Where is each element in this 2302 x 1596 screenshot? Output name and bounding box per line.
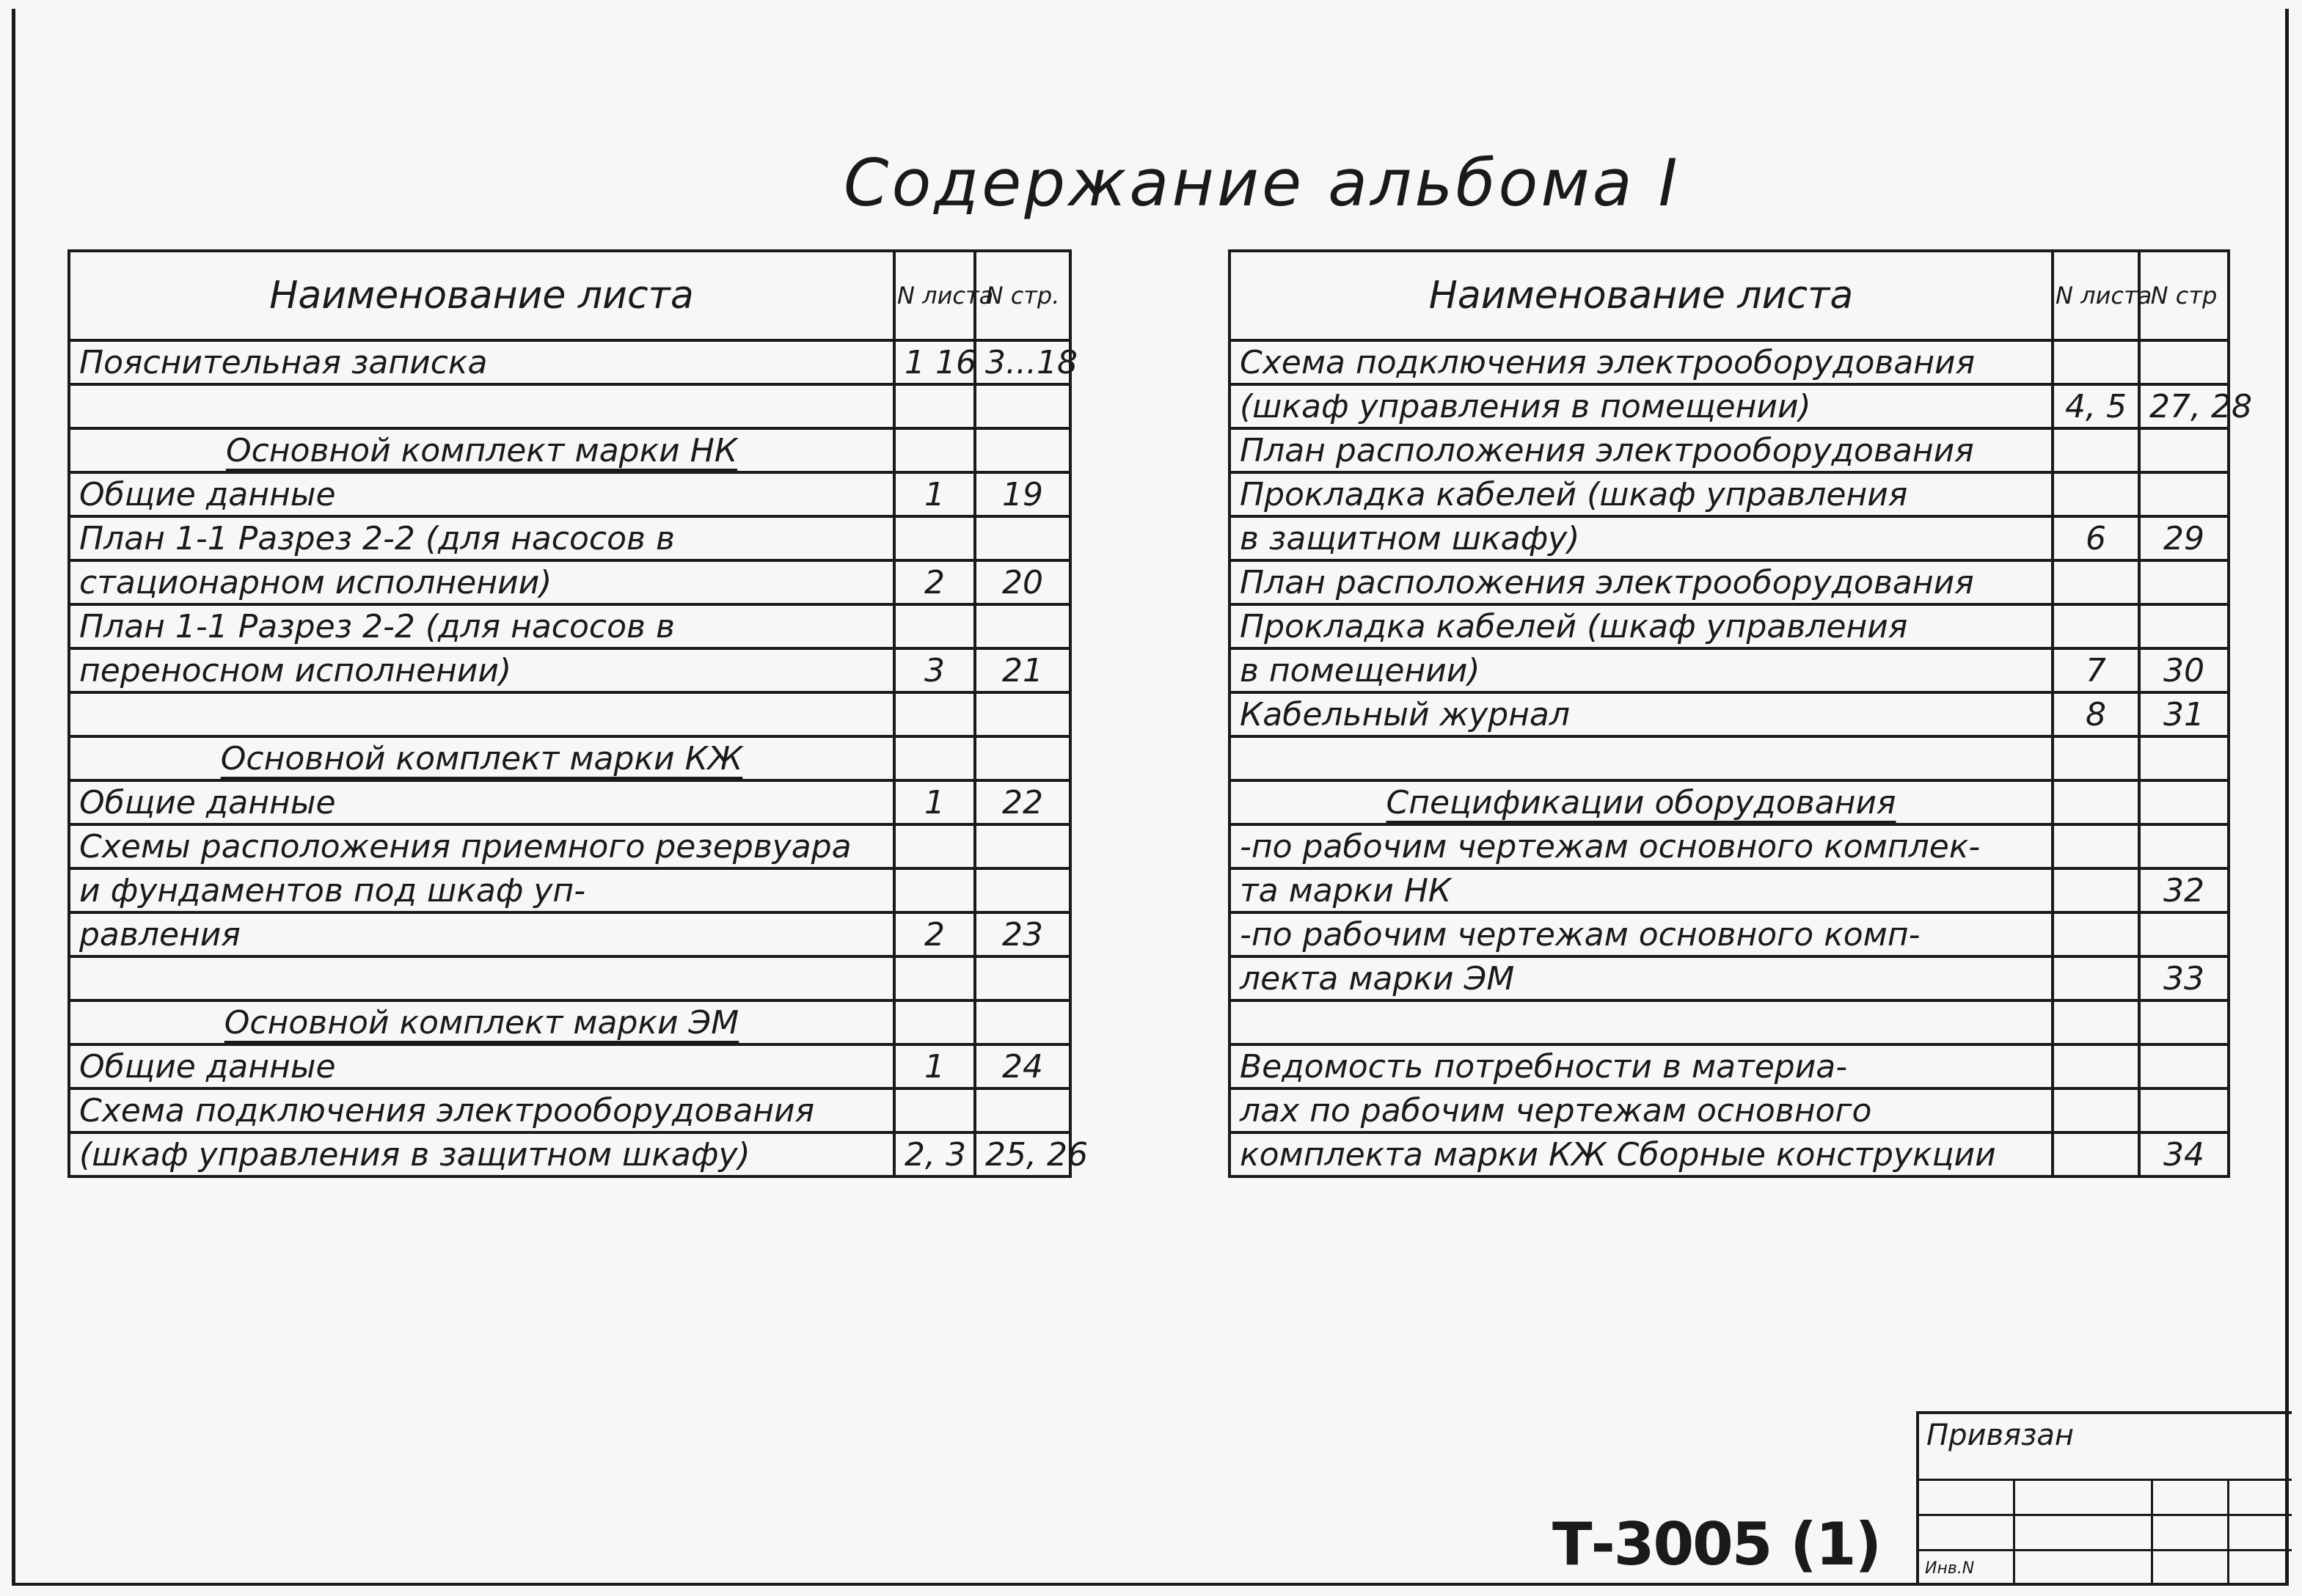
table-row xyxy=(1229,516,2229,560)
sheet-number-cell xyxy=(2053,824,2139,868)
sheet-number-cell xyxy=(2053,428,2139,472)
sheet-number-cell xyxy=(2053,868,2139,912)
sheet-number-cell: 1 xyxy=(894,472,975,516)
sheet-name-cell: План 1-1 Разрез 2-2 (для насосов в xyxy=(69,604,894,648)
sheet-number-cell xyxy=(894,516,975,560)
section-heading-text: Основной комплект марки КЖ xyxy=(220,739,743,777)
header-sheet-no: N листа xyxy=(894,251,975,340)
header-name: Наименование листа xyxy=(69,251,894,340)
page-number-cell xyxy=(2139,472,2229,516)
sheet-name-cell: Кабельный журнал xyxy=(1229,692,2053,736)
page-number-cell xyxy=(2139,736,2229,780)
stamp-divider xyxy=(2151,1479,2153,1584)
header-page-no: N стр. xyxy=(975,251,1070,340)
page-number-cell xyxy=(975,692,1070,736)
sheet-number-cell xyxy=(894,604,975,648)
sheet-number-cell xyxy=(2053,1000,2139,1044)
table-row xyxy=(1229,824,2229,868)
table-header xyxy=(69,251,1070,340)
stamp-divider xyxy=(1919,1479,2292,1481)
page-number-cell xyxy=(975,736,1070,780)
sheet-number-cell xyxy=(2053,604,2139,648)
sheet-number-cell xyxy=(894,384,975,428)
sheet-name-cell: Схемы расположения приемного резервуара xyxy=(69,824,894,868)
page-number-cell xyxy=(975,384,1070,428)
header-sheet-no: N листа xyxy=(2053,251,2139,340)
sheet-name-cell: переносном исполнении) xyxy=(69,648,894,692)
table-row xyxy=(69,692,1070,736)
sheet-name-cell: и фундаментов под шкаф уп- xyxy=(69,868,894,912)
page-title: Содержание альбома I xyxy=(844,145,1681,221)
table-row xyxy=(1229,1088,2229,1132)
page-number-cell: 33 xyxy=(2139,956,2229,1000)
section-heading xyxy=(69,1000,894,1044)
page-number-cell xyxy=(975,604,1070,648)
page-number-cell xyxy=(2139,604,2229,648)
sheet-name-cell: Пояснительная записка xyxy=(69,340,894,384)
table-row xyxy=(69,516,1070,560)
sheet-name-cell: Общие данные xyxy=(69,1044,894,1088)
table-row xyxy=(1229,956,2229,1000)
page-number-cell xyxy=(2139,1044,2229,1088)
table-row xyxy=(69,384,1070,428)
stamp-divider xyxy=(1919,1549,2292,1551)
table-row xyxy=(69,340,1070,384)
document-code: Т-3005 (1) xyxy=(1552,1510,1881,1578)
section-heading xyxy=(69,736,894,780)
sheet-name-cell: (шкаф управления в помещении) xyxy=(1229,384,2053,428)
title-block-stamp xyxy=(1916,1411,2292,1584)
sheet-number-cell xyxy=(894,736,975,780)
page-number-cell xyxy=(2139,824,2229,868)
page-number-cell: 21 xyxy=(975,648,1070,692)
page-number-cell: 27, 28 xyxy=(2139,384,2229,428)
page-number-cell: 19 xyxy=(975,472,1070,516)
sheet-name-cell: (шкаф управления в защитном шкафу) xyxy=(69,1132,894,1176)
sheet-number-cell: 3 xyxy=(894,648,975,692)
table-row xyxy=(1229,780,2229,824)
page-number-cell xyxy=(975,956,1070,1000)
page-number-cell: 34 xyxy=(2139,1132,2229,1176)
page-number-cell: 22 xyxy=(975,780,1070,824)
page-number-cell: 20 xyxy=(975,560,1070,604)
table-row xyxy=(69,604,1070,648)
page-number-cell: 30 xyxy=(2139,648,2229,692)
stamp-divider xyxy=(1919,1514,2292,1516)
table-row xyxy=(1229,560,2229,604)
sheet-number-cell: 1 xyxy=(894,1044,975,1088)
table-row xyxy=(69,1044,1070,1088)
table-row xyxy=(69,912,1070,956)
table-row xyxy=(69,780,1070,824)
page-number-cell xyxy=(975,1088,1070,1132)
page-number-cell xyxy=(2139,340,2229,384)
section-heading-text: Основной комплект марки НК xyxy=(225,431,738,469)
table-row xyxy=(1229,912,2229,956)
sheet-name-cell: Схема подключения электрооборудования xyxy=(1229,340,2053,384)
sheet-number-cell: 1 16 xyxy=(894,340,975,384)
sheet-name-cell: стационарном исполнении) xyxy=(69,560,894,604)
sheet-number-cell xyxy=(894,868,975,912)
table-row xyxy=(1229,384,2229,428)
page-number-cell xyxy=(2139,560,2229,604)
page-number-cell xyxy=(975,868,1070,912)
sheet-name-cell: лекта марки ЭМ xyxy=(1229,956,2053,1000)
sheet-name-cell: та марки НК xyxy=(1229,868,2053,912)
stamp-divider xyxy=(2013,1479,2015,1584)
header-name: Наименование листа xyxy=(1229,251,2053,340)
table-row xyxy=(1229,736,2229,780)
page-number-cell xyxy=(975,428,1070,472)
contents-table-right xyxy=(1228,249,2252,1178)
sheet-number-cell xyxy=(2053,472,2139,516)
sheet-number-cell xyxy=(894,1000,975,1044)
table-header xyxy=(1229,251,2229,340)
sheet-name-cell: -по рабочим чертежам основного комплек- xyxy=(1229,824,2053,868)
table-row xyxy=(1229,340,2229,384)
page-number-cell xyxy=(2139,428,2229,472)
table-row xyxy=(69,956,1070,1000)
sheet-name-cell xyxy=(1229,736,2053,780)
sheet-number-cell: 2, 3 xyxy=(894,1132,975,1176)
sheet-name-cell xyxy=(69,956,894,1000)
table-row xyxy=(1229,604,2229,648)
table-row xyxy=(69,1088,1070,1132)
sheet-number-cell xyxy=(2053,780,2139,824)
page-number-cell: 31 xyxy=(2139,692,2229,736)
table-row xyxy=(69,1132,1070,1176)
table-row xyxy=(69,472,1070,516)
sheet-number-cell xyxy=(2053,1132,2139,1176)
table-row xyxy=(1229,1132,2229,1176)
stamp-inventory-label: Инв.N xyxy=(1925,1559,1975,1578)
section-heading-text: Спецификации оборудования xyxy=(1386,783,1896,821)
table-row xyxy=(1229,648,2229,692)
sheet-name-cell: в помещении) xyxy=(1229,648,2053,692)
sheet-name-cell: Ведомость потребности в материа- xyxy=(1229,1044,2053,1088)
page-number-cell xyxy=(2139,1088,2229,1132)
sheet-name-cell: План расположения электрооборудования xyxy=(1229,560,2053,604)
sheet-number-cell xyxy=(894,956,975,1000)
sheet-name-cell: План расположения электрооборудования xyxy=(1229,428,2053,472)
sheet-number-cell xyxy=(894,824,975,868)
sheet-number-cell: 1 xyxy=(894,780,975,824)
header-page-no: N стр xyxy=(2139,251,2229,340)
table-row xyxy=(1229,472,2229,516)
page-number-cell xyxy=(975,1000,1070,1044)
sheet-number-cell: 8 xyxy=(2053,692,2139,736)
table-row xyxy=(69,428,1070,472)
stamp-label: Привязан xyxy=(1926,1419,2075,1452)
sheet-name-cell xyxy=(69,692,894,736)
sheet-number-cell: 2 xyxy=(894,560,975,604)
sheet-name-cell xyxy=(1229,1000,2053,1044)
sheet-number-cell: 6 xyxy=(2053,516,2139,560)
table-row xyxy=(69,736,1070,780)
sheet-number-cell xyxy=(2053,956,2139,1000)
sheet-number-cell: 7 xyxy=(2053,648,2139,692)
page-number-cell: 23 xyxy=(975,912,1070,956)
sheet-number-cell xyxy=(2053,912,2139,956)
sheet-name-cell: равления xyxy=(69,912,894,956)
sheet-number-cell xyxy=(2053,736,2139,780)
page-number-cell xyxy=(2139,1000,2229,1044)
sheet-number-cell: 2 xyxy=(894,912,975,956)
sheet-name-cell: Общие данные xyxy=(69,780,894,824)
sheet-number-cell xyxy=(2053,340,2139,384)
page-number-cell: 29 xyxy=(2139,516,2229,560)
stamp-divider xyxy=(2227,1479,2229,1584)
page-number-cell xyxy=(2139,912,2229,956)
contents-table-left xyxy=(67,249,1088,1178)
sheet-number-cell xyxy=(894,428,975,472)
sheet-name-cell: Прокладка кабелей (шкаф управления xyxy=(1229,472,2053,516)
section-heading-text: Основной комплект марки ЭМ xyxy=(224,1003,739,1042)
sheet-name-cell: План 1-1 Разрез 2-2 (для насосов в xyxy=(69,516,894,560)
sheet-number-cell: 4, 5 xyxy=(2053,384,2139,428)
sheet-name-cell: Общие данные xyxy=(69,472,894,516)
page-number-cell xyxy=(975,516,1070,560)
sheet-number-cell xyxy=(2053,1088,2139,1132)
sheet-name-cell: лах по рабочим чертежам основного xyxy=(1229,1088,2053,1132)
section-heading xyxy=(1229,780,2053,824)
table-row xyxy=(1229,1044,2229,1088)
page-number-cell xyxy=(2139,780,2229,824)
sheet-name-cell: Прокладка кабелей (шкаф управления xyxy=(1229,604,2053,648)
sheet-number-cell xyxy=(894,1088,975,1132)
sheet-number-cell xyxy=(894,692,975,736)
page-number-cell: 3...18 xyxy=(975,340,1070,384)
section-heading xyxy=(69,428,894,472)
table-row xyxy=(69,868,1070,912)
table-row xyxy=(69,824,1070,868)
sheet-name-cell: комплекта марки КЖ Сборные конструкции xyxy=(1229,1132,2053,1176)
page-number-cell xyxy=(975,824,1070,868)
page-number-cell: 32 xyxy=(2139,868,2229,912)
sheet-name-cell: -по рабочим чертежам основного комп- xyxy=(1229,912,2053,956)
table-row xyxy=(69,648,1070,692)
sheet-name-cell: Схема подключения электрооборудования xyxy=(69,1088,894,1132)
table-row xyxy=(69,560,1070,604)
table-row xyxy=(1229,692,2229,736)
sheet-number-cell xyxy=(2053,560,2139,604)
table-row xyxy=(69,1000,1070,1044)
sheet-number-cell xyxy=(2053,1044,2139,1088)
table-row xyxy=(1229,868,2229,912)
page-number-cell: 24 xyxy=(975,1044,1070,1088)
table-row xyxy=(1229,1000,2229,1044)
table-row xyxy=(1229,428,2229,472)
sheet-name-cell xyxy=(69,384,894,428)
sheet-name-cell: в защитном шкафу) xyxy=(1229,516,2053,560)
page-number-cell: 25, 26 xyxy=(975,1132,1070,1176)
